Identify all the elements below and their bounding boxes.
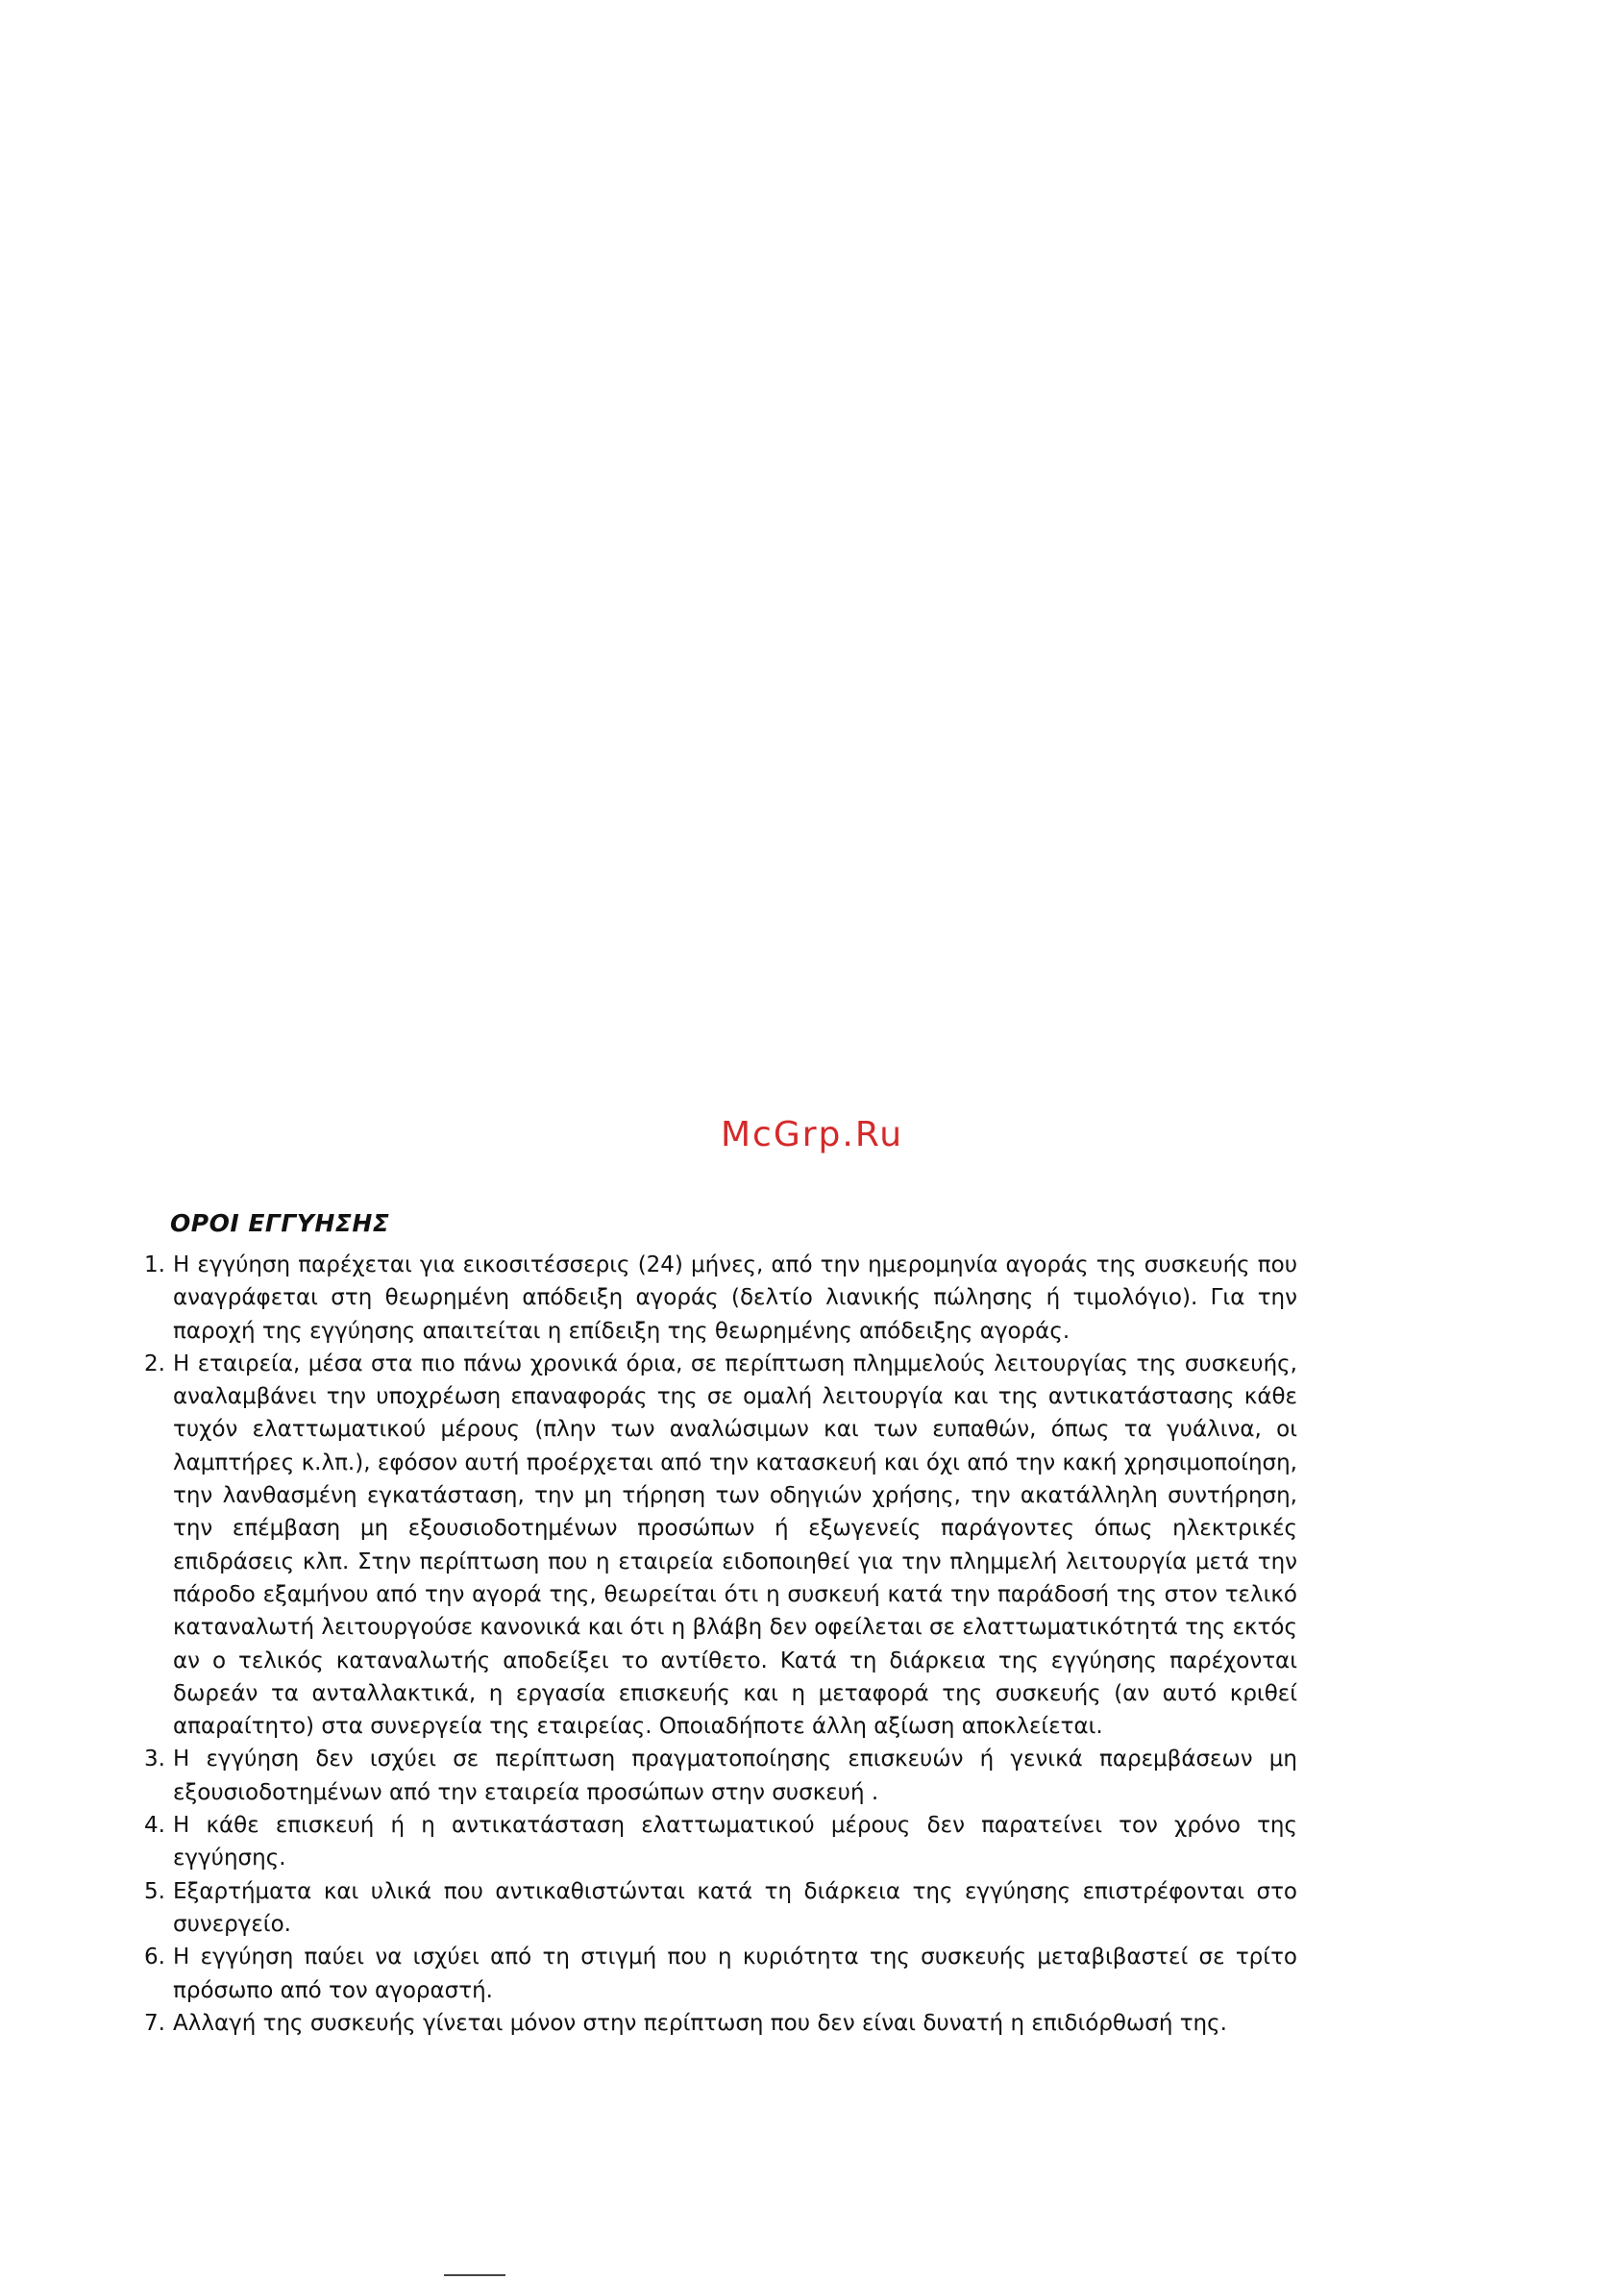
term-item-4	[144, 1809, 1297, 1875]
term-item-5	[144, 1875, 1297, 1942]
term-number: 2.	[144, 1351, 165, 1376]
term-number: 7.	[144, 2010, 165, 2036]
footer-divider	[444, 2274, 505, 2276]
term-text: Εξαρτήματα και υλικά που αντικαθιστώνται κατά τη διάρκεια της εγγύησης επιστρέφονται στο συνεργείο.	[173, 1878, 1297, 1937]
term-text: Η κάθε επισκευή ή η αντικατάσταση ελαττωματικού μέρους δεν παρατείνει τον χρόνο της εγγύησης.	[173, 1813, 1297, 1871]
term-text: Η εγγύηση παύει να ισχύει από τη στιγμή που η κυριότητα της συσκευής μεταβιβαστεί σε τρίτο πρόσωπο από τον αγοραστή.	[173, 1945, 1297, 2003]
term-number: 3.	[144, 1747, 165, 1772]
term-item-3	[144, 1743, 1297, 1809]
term-item-7	[144, 2007, 1297, 2040]
term-text: Αλλαγή της συσκευής γίνεται μόνον στην περίπτωση που δεν είναι δυνατή η επιδιόρθωσή της.	[173, 2010, 1227, 2036]
term-item-2	[144, 1348, 1297, 1744]
term-number: 5.	[144, 1878, 165, 1904]
term-number: 6.	[144, 1945, 165, 1970]
term-number: 1.	[144, 1252, 165, 1277]
watermark: McGrp.Ru	[720, 1115, 904, 1154]
warranty-terms	[144, 1209, 1297, 2040]
term-number: 4.	[144, 1813, 165, 1839]
term-text: Η εταιρεία, μέσα στα πιο πάνω χρονικά όρια, σε περίπτωση πλημμελούς λειτουργίας της συσκευής, αναλαμβάνει την υποχρέωση επαναφοράς της σε ομαλή λειτουργία και της αντικατάστασης κάθε τυχόν ελαττωματικού μέρους (πλην των αναλώσιμων και των ευπαθών, όπως τα γυάλινα, οι λαμπτήρες κ.λπ.), εφόσον αυτή προέρχεται από την κατασκευή και όχι από την κακή χρησιμοποίηση, την λανθασμένη εγκατάσταση, την μη τήρηση των οδηγιών χρήσης, την ακατάλληλη συντήρηση, την επέμβαση μη εξουσιοδοτημένων προσώπων ή εξωγενείς παράγοντες όπως ηλεκτρικές επιδράσεις κλπ. Στην περίπτωση που η εταιρεία ειδοποιηθεί για την πλημμελή λειτουργία μετά την πάροδο εξαμήνου από την αγορά της, θεωρείται ότι η συσκευή κατά την παράδοσή της στον τελικό καταναλωτή λειτουργούσε κανονικά και ότι η βλάβη δεν οφείλεται σε ελαττωματικότητά της εκτός αν ο τελικός καταναλωτής αποδείξει το αντίθετο. Κατά τη διάρκεια της εγγύησης παρέχονται δωρεάν τα ανταλλακτικά, η εργασία επισκευής και η μεταφορά της συσκευής (αν αυτό κριθεί απαραίτητο) στα συνεργεία της εταιρείας. Οποιαδήποτε άλλη αξίωση αποκλείεται.	[173, 1351, 1297, 1740]
terms-list	[144, 1249, 1297, 2040]
term-text: Η εγγύηση δεν ισχύει σε περίπτωση πραγματοποίησης επισκευών ή γενικά παρεμβάσεων μη εξουσιοδοτημένων από την εταιρεία προσώπων στην συσκευή .	[173, 1747, 1297, 1805]
term-text: Η εγγύηση παρέχεται για εικοσιτέσσερις (24) μήνες, από την ημερομηνία αγοράς της συσκευής που αναγράφεται στη θεωρημένη απόδειξη αγοράς (δελτίο λιανικής πώλησης ή τιμολόγιο). Για την παροχή της εγγύησης απαιτείται η επίδειξη της θεωρημένης απόδειξης αγοράς.	[173, 1252, 1297, 1344]
page-title: ΟΡΟΙ ΕΓΓΥΗΣΗΣ	[170, 1209, 390, 1237]
term-item-6	[144, 1941, 1297, 2007]
term-item-1	[144, 1249, 1297, 1348]
